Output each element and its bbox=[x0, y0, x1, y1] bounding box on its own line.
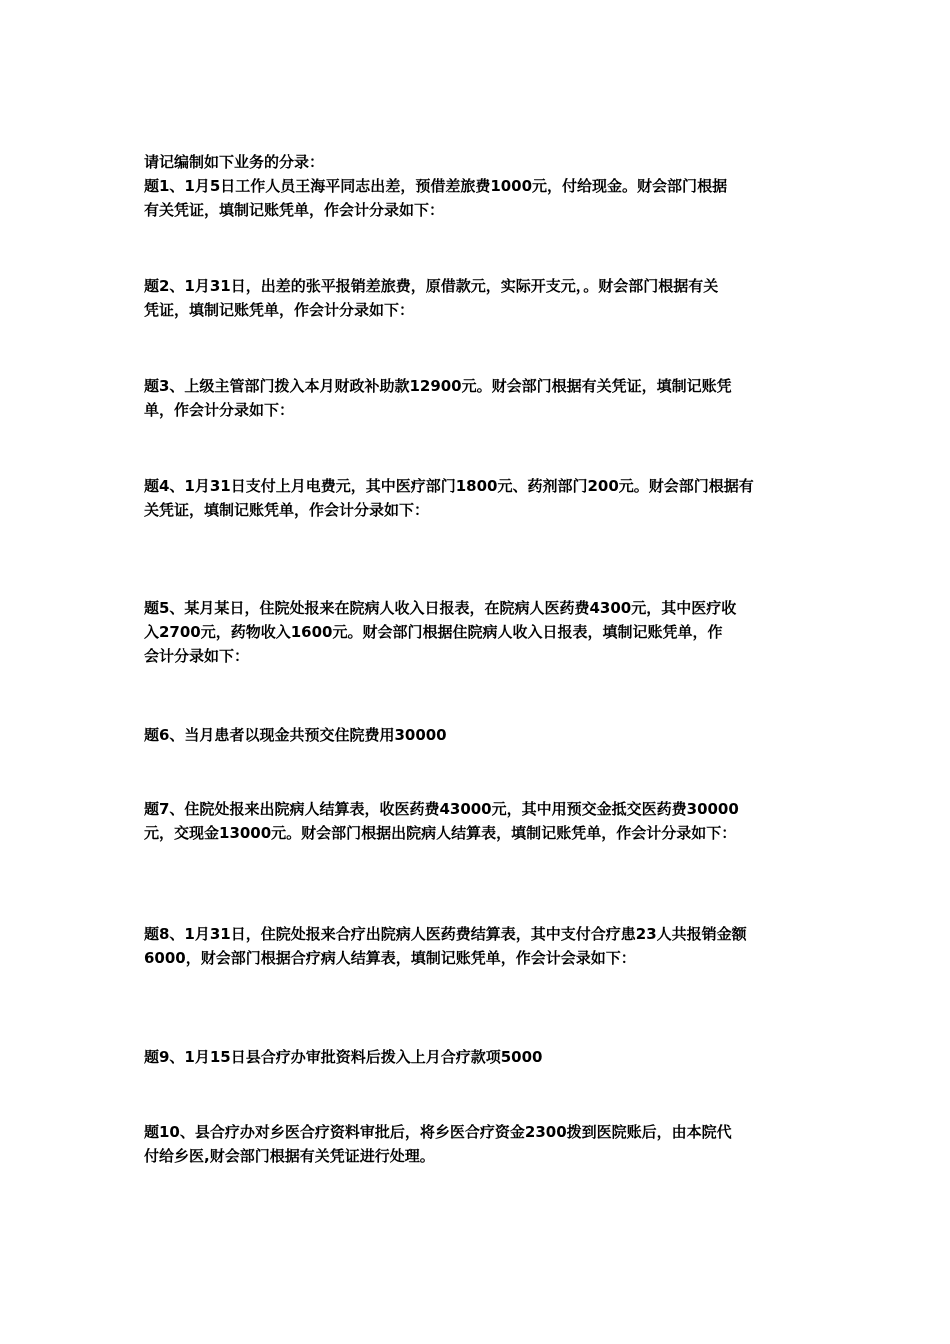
question-10: 题10、县合疗办对乡医合疗资料审批后，将乡医合疗资金2300拨到医院账后，由本院代 付给乡医,财会部门根据有关凭证进行处理。 bbox=[144, 1123, 732, 1165]
question-6: 题6、当月患者以现金共预交住院费用30000 bbox=[144, 726, 447, 744]
question-7: 题7、住院处报来出院病人结算表，收医药费43000元，其中用预交金抵交医药费30000 元，交现金13000元。财会部门根据出院病人结算表，填制记账凭单，作会计分录如下： bbox=[144, 800, 739, 842]
question-8: 题8、1月31日，住院处报来合疗出院病人医药费结算表，其中支付合疗患23人共报销金额 6000，财会部门根据合疗病人结算表，填制记账凭单，作会计会录如下： bbox=[144, 925, 747, 967]
question-1: 题1、1月5日工作人员王海平同志出差，预借差旅费1000元，付给现金。财会部门根据 有关凭证，填制记账凭单，作会计分录如下： bbox=[144, 177, 728, 219]
question-2: 题2、1月31日，出差的张平报销差旅费，原借款元，实际开支元，。财会部门根据有关 凭证，填制记账凭单，作会计分录如下： bbox=[144, 277, 719, 319]
question-9: 题9、1月15日县合疗办审批资料后拨入上月合疗款项5000 bbox=[144, 1048, 543, 1066]
question-3: 题3、上级主管部门拨入本月财政补助款12900元。财会部门根据有关凭证，填制记账凭 单，作会计分录如下： bbox=[144, 377, 732, 419]
intro-text: 请记编制如下业务的分录： bbox=[144, 153, 325, 171]
question-5: 题5、某月某日，住院处报来在院病人收入日报表，在院病人医药费4300元，其中医疗收 入2700元，药物收入1600元。财会部门根据住院病人收入日报表，填制记账凭单，作 会计分录如下： bbox=[144, 599, 737, 665]
question-4: 题4、1月31日支付上月电费元，其中医疗部门1800元、药剂部门200元。财会部门根据有 关凭证，填制记账凭单，作会计分录如下： bbox=[144, 477, 754, 519]
